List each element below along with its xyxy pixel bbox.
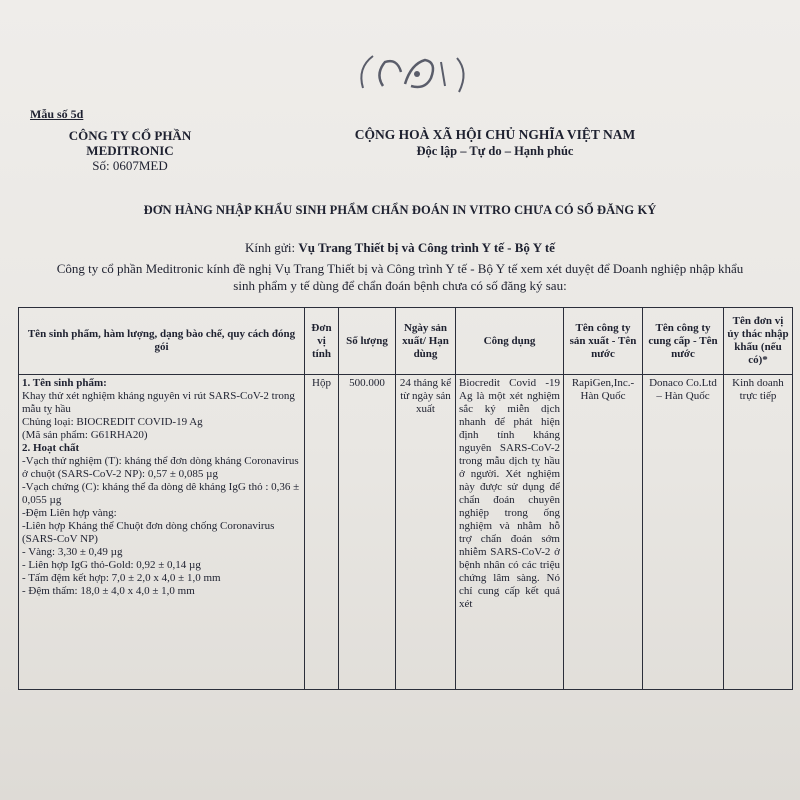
product-name-line: -Vạch thử nghiệm (T): kháng thể đơn dòng kháng Coronavirus ở chuột (SARS-CoV-2 NP): 0,57 ± 0,085 µg — [22, 455, 299, 480]
product-name-line: (Mã sản phẩm: G61RHA20) — [22, 429, 148, 441]
nation-name: CỘNG HOÀ XÃ HỘI CHỦ NGHĨA VIỆT NAM — [354, 127, 636, 142]
intro-paragraph — [30, 260, 770, 294]
cell-product-name — [19, 375, 305, 690]
recipient-name: Vụ Trang Thiết bị và Công trình Y tế - Bộ Y tế — [298, 240, 555, 255]
cell-unit: Hộp — [305, 375, 339, 690]
cell-agent: Kinh doanh trực tiếp — [724, 375, 793, 690]
nation-motto: Độc lập – Tự do – Hạnh phúc — [416, 144, 574, 158]
intro-line-2: sinh phẩm y tế dùng để chẩn đoán bệnh chưa có số đăng ký sau: — [233, 278, 567, 293]
product-name-line: - Đệm thấm: 18,0 ± 4,0 x 4,0 ± 1,0 mm — [22, 585, 195, 597]
header-quantity: Số lượng — [339, 308, 396, 375]
header-usage: Công dụng — [456, 308, 564, 375]
form-number: Mẫu số 5d — [30, 107, 84, 121]
product-name-line: -Liên hợp Kháng thể Chuột đơn dòng chống Coronavirus (SARS-CoV NP) — [22, 520, 275, 545]
company-block — [30, 128, 230, 173]
cell-quantity: 500.000 — [339, 375, 396, 690]
header-supplier: Tên công ty cung cấp - Tên nước — [643, 308, 724, 375]
product-name-line: 1. Tên sinh phẩm: — [22, 377, 107, 389]
table-row — [19, 375, 793, 690]
product-table — [18, 307, 793, 690]
cell-usage: Biocredit Covid -19 Ag là một xét nghiệm sắc ký miễn dịch nhanh để phát hiện định tính kháng nguyên SARS-CoV-2 trong mẫu dịch tỵ hầu ở người. Xét nghiệm này được sử dụng để chẩn đoán chuyên nghiệp trong ống nghiệm và nhằm hỗ trợ chẩn đoán sớm nhiễm SARS-CoV-2 ở bệnh nhân có các triệu chứng lâm sàng. Nó chỉ cung cấp kết quả xét — [456, 375, 564, 690]
header-manufacturer: Tên công ty sản xuất - Tên nước — [564, 308, 643, 375]
product-name-line: -Vạch chứng (C): kháng thể đa dòng dê kháng IgG thỏ : 0,36 ± 0,055 µg — [22, 481, 300, 506]
header-date: Ngày sản xuất/ Hạn dùng — [396, 308, 456, 375]
product-name-line: Khay thử xét nghiệm kháng nguyên vi rút SARS-CoV-2 trong mẫu tỵ hầu — [22, 390, 295, 415]
table-header-row — [19, 308, 793, 375]
product-name-line: - Tấm đệm kết hợp: 7,0 ± 2,0 x 4,0 ± 1,0 mm — [22, 572, 221, 584]
stamp-mark — [345, 38, 485, 108]
company-name-line2: MEDITRONIC — [86, 143, 174, 158]
cell-manufacturer: RapiGen,Inc.- Hàn Quốc — [564, 375, 643, 690]
product-name-line: -Đệm Liên hợp vàng: — [22, 507, 117, 519]
cell-supplier: Donaco Co.Ltd – Hàn Quốc — [643, 375, 724, 690]
product-name-line: Chủng loại: BIOCREDIT COVID-19 Ag — [22, 416, 203, 428]
header-agent: Tên đơn vị ủy thác nhập khẩu (nếu có)* — [724, 308, 793, 375]
company-name-line1: CÔNG TY CỔ PHẦN — [68, 128, 192, 143]
document-title: ĐƠN HÀNG NHẬP KHẨU SINH PHẨM CHẨN ĐOÁN IN VITRO CHƯA CÓ SỐ ĐĂNG KÝ — [143, 203, 657, 217]
cell-date: 24 tháng kể từ ngày sản xuất — [396, 375, 456, 690]
product-name-line: - Liên hợp IgG thỏ-Gold: 0,92 ± 0,14 µg — [22, 559, 201, 571]
national-header — [300, 127, 690, 159]
intro-line-1: Công ty cổ phần Meditronic kính đề nghị Vụ Trang Thiết bị và Công trình Y tế - Bộ Y tế xem xét duyệt để Doanh nghiệp nhập khẩu — [56, 261, 744, 276]
header-unit: Đơn vị tính — [305, 308, 339, 375]
header-name: Tên sinh phẩm, hàm lượng, dạng bào chế, quy cách đóng gói — [19, 308, 305, 375]
recipient-line — [80, 240, 720, 256]
recipient-prefix: Kính gửi: — [245, 240, 299, 255]
product-name-line: 2. Hoạt chất — [22, 442, 80, 454]
document-number: Số: 0607MED — [92, 158, 168, 173]
product-name-line: - Vàng: 3,30 ± 0,49 µg — [22, 546, 123, 558]
